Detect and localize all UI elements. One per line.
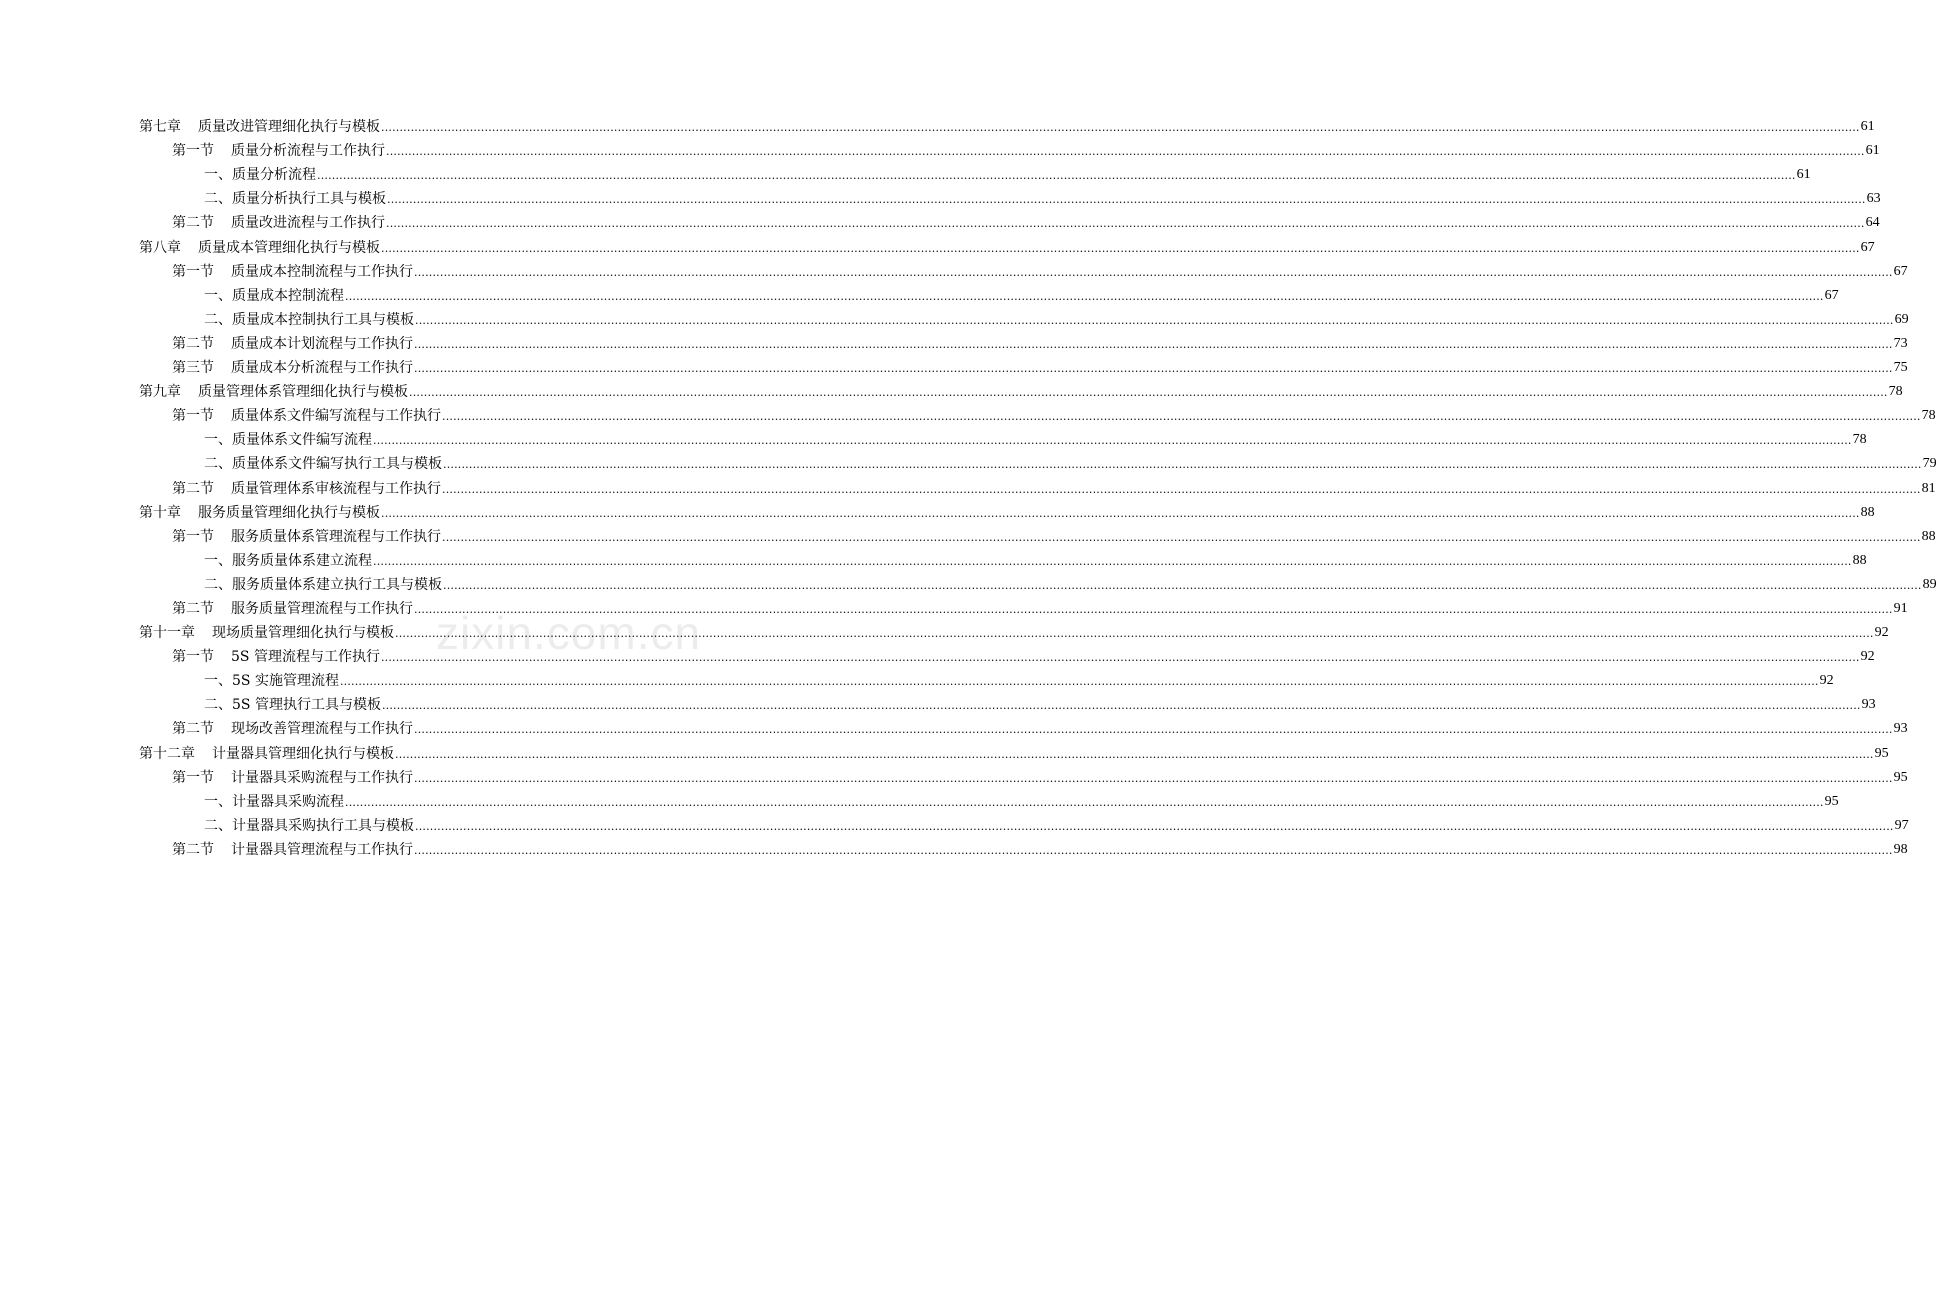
toc-entry-text: 质量成本控制流程与工作执行 [231,263,413,280]
toc-page-number: 97 [1894,817,1909,833]
toc-entry[interactable] [139,523,1936,547]
toc-entry-text: 二、5S 管理执行工具与模板 [204,697,381,714]
toc-entry-text: 质量成本管理细化执行与模板 [198,239,380,256]
toc-entry-title [204,792,344,812]
toc-entry[interactable] [139,595,1908,619]
toc-page-number: 88 [1860,504,1875,520]
toc-entry-text: 计量器具管理细化执行与模板 [212,745,394,762]
toc-dot-leader: ................................................................................................................................................................................................................................................................................................................................................................................................................ [414,362,1893,376]
toc-page-number: 63 [1866,191,1881,207]
toc-entry-number: 第一节 [172,769,214,786]
toc-entry-title [139,382,408,402]
toc-entry-text: 一、计量器具采购流程 [204,793,344,810]
toc-entry-text: 一、质量体系文件编写流程 [204,432,372,449]
toc-entry-text: 一、质量成本控制流程 [204,287,344,304]
toc-dot-leader: ................................................................................................................................................................................................................................................................................................................................................................................................................ [339,675,1819,689]
toc-entry-title [172,768,413,788]
toc-entry[interactable] [139,209,1880,233]
toc-entry[interactable] [139,474,1936,498]
toc-dot-leader: ................................................................................................................................................................................................................................................................................................................................................................................................................ [345,289,1824,303]
toc-dot-leader: ................................................................................................................................................................................................................................................................................................................................................................................................................ [414,602,1893,616]
toc-dot-leader: ................................................................................................................................................................................................................................................................................................................................................................................................................ [442,530,1921,544]
toc-entry-title [172,719,413,739]
toc-page-number: 61 [1865,143,1880,159]
toc-entry[interactable] [139,619,1889,643]
toc-entry-text: 质量成本计划流程与工作执行 [231,335,413,352]
toc-entry-title [172,479,441,499]
toc-entry-number: 第二节 [172,335,214,352]
toc-entry-number: 第二节 [172,600,214,617]
toc-entry-text: 一、服务质量体系建立流程 [204,552,372,569]
toc-page-number: 64 [1865,215,1880,231]
toc-dot-leader: ................................................................................................................................................................................................................................................................................................................................................................................................................ [443,578,1922,592]
toc-entry-text: 一、5S 实施管理流程 [204,673,339,690]
toc-page-number: 88 [1852,552,1867,568]
toc-page-number: 93 [1893,721,1908,737]
toc-entry[interactable] [139,739,1889,763]
toc-dot-leader: ................................................................................................................................................................................................................................................................................................................................................................................................................ [381,699,1861,713]
toc-entry-text: 服务质量管理流程与工作执行 [231,600,413,617]
table-of-contents [139,113,1937,860]
toc-entry[interactable] [139,306,1909,330]
toc-entry-title [139,744,394,764]
toc-page-number: 78 [1888,384,1903,400]
toc-page-number: 67 [1860,239,1875,255]
toc-entry-number: 第一节 [172,263,214,280]
toc-dot-leader: ................................................................................................................................................................................................................................................................................................................................................................................................................ [386,217,1865,231]
toc-entry-number: 第二节 [172,215,214,232]
toc-entry-text: 5S 管理流程与工作执行 [231,649,380,666]
toc-entry-number: 第一节 [172,408,214,425]
toc-entry-text: 质量成本分析流程与工作执行 [231,360,413,377]
toc-dot-leader: ................................................................................................................................................................................................................................................................................................................................................................................................................ [414,723,1893,737]
toc-entry-text: 质量管理体系管理细化执行与模板 [198,384,408,401]
toc-dot-leader: ................................................................................................................................................................................................................................................................................................................................................................................................................ [386,145,1865,159]
toc-dot-leader: ................................................................................................................................................................................................................................................................................................................................................................................................................ [395,627,1874,641]
toc-entry[interactable] [139,282,1839,306]
toc-page-number: 89 [1922,576,1937,592]
toc-page-number: 98 [1893,841,1908,857]
toc-dot-leader: ................................................................................................................................................................................................................................................................................................................................................................................................................ [381,506,1860,520]
toc-dot-leader: ................................................................................................................................................................................................................................................................................................................................................................................................................ [373,554,1852,568]
toc-page-number: 67 [1893,263,1908,279]
toc-dot-leader: ................................................................................................................................................................................................................................................................................................................................................................................................................ [373,434,1852,448]
toc-entry-number: 第三节 [172,360,214,377]
toc-entry-number: 第二节 [172,841,214,858]
toc-entry[interactable] [139,185,1881,209]
toc-dot-leader: ................................................................................................................................................................................................................................................................................................................................................................................................................ [395,747,1874,761]
toc-entry-number: 第七章 [139,119,181,136]
toc-entry-text: 质量管理体系审核流程与工作执行 [231,480,441,497]
toc-dot-leader: ................................................................................................................................................................................................................................................................................................................................................................................................................ [380,651,1860,665]
toc-entry[interactable] [139,402,1936,426]
toc-entry-title [204,551,372,571]
toc-page-number: 81 [1921,480,1936,496]
toc-dot-leader: ................................................................................................................................................................................................................................................................................................................................................................................................................ [381,121,1860,135]
toc-dot-leader: ................................................................................................................................................................................................................................................................................................................................................................................................................ [415,819,1894,833]
toc-dot-leader: ................................................................................................................................................................................................................................................................................................................................................................................................................ [381,241,1860,255]
toc-entry-title [204,695,381,715]
toc-page-number: 95 [1874,745,1889,761]
toc-page-number: 61 [1860,119,1875,135]
toc-page-number: 61 [1796,167,1811,183]
toc-entry-title [172,406,441,426]
toc-entry-title [172,647,380,667]
toc-entry[interactable] [139,330,1908,354]
toc-entry-title [172,141,385,161]
toc-entry-text: 质量体系文件编写流程与工作执行 [231,408,441,425]
toc-entry-text: 服务质量管理细化执行与模板 [198,504,380,521]
toc-entry-title [172,840,413,860]
toc-entry[interactable] [139,450,1937,474]
toc-entry-text: 质量改进管理细化执行与模板 [198,119,380,136]
toc-entry-number: 第二节 [172,721,214,738]
toc-entry-title [139,117,380,137]
toc-page-number: 88 [1921,528,1936,544]
toc-entry-number: 第一节 [172,649,214,666]
toc-entry[interactable] [139,258,1908,282]
toc-entry[interactable] [139,571,1937,595]
toc-entry-title [139,503,380,523]
toc-entry-title [172,599,413,619]
toc-dot-leader: ................................................................................................................................................................................................................................................................................................................................................................................................................ [317,169,1796,183]
toc-page-number: 78 [1852,432,1867,448]
toc-page-number: 92 [1860,649,1875,665]
toc-entry-title [204,454,442,474]
toc-entry-text: 二、质量分析执行工具与模板 [204,191,386,208]
toc-entry[interactable] [139,426,1867,450]
toc-page-number: 73 [1893,335,1908,351]
toc-entry-title [204,310,414,330]
toc-entry-text: 计量器具采购流程与工作执行 [231,769,413,786]
toc-entry-text: 现场质量管理细化执行与模板 [212,625,394,642]
toc-entry-title [172,213,385,233]
toc-entry-number: 第八章 [139,239,181,256]
toc-entry[interactable] [139,378,1903,402]
toc-entry-title [139,238,380,258]
toc-entry[interactable] [139,233,1875,257]
toc-entry-text: 一、质量分析流程 [204,167,316,184]
toc-entry[interactable] [139,764,1908,788]
toc-dot-leader: ................................................................................................................................................................................................................................................................................................................................................................................................................ [442,482,1921,496]
toc-entry-title [204,165,316,185]
toc-entry-text: 质量分析流程与工作执行 [231,143,385,160]
toc-dot-leader: ................................................................................................................................................................................................................................................................................................................................................................................................................ [345,795,1824,809]
watermark: zixin.com.cn [436,607,702,659]
toc-entry[interactable] [139,354,1908,378]
toc-entry-text: 质量改进流程与工作执行 [231,215,385,232]
toc-entry[interactable] [139,788,1839,812]
toc-entry[interactable] [139,137,1880,161]
toc-entry-number: 第十一章 [139,625,195,642]
toc-entry-text: 二、服务质量体系建立执行工具与模板 [204,576,442,593]
toc-entry-title [204,430,372,450]
toc-dot-leader: ................................................................................................................................................................................................................................................................................................................................................................................................................ [387,193,1866,207]
toc-dot-leader: ................................................................................................................................................................................................................................................................................................................................................................................................................ [414,265,1893,279]
toc-entry[interactable] [139,691,1876,715]
toc-page-number: 95 [1893,769,1908,785]
toc-page-number: 78 [1921,408,1936,424]
toc-page-number: 92 [1874,625,1889,641]
toc-entry-number: 第二节 [172,480,214,497]
toc-page-number: 95 [1824,793,1839,809]
toc-dot-leader: ................................................................................................................................................................................................................................................................................................................................................................................................................ [443,458,1922,472]
toc-dot-leader: ................................................................................................................................................................................................................................................................................................................................................................................................................ [415,313,1894,327]
toc-entry-title [204,189,386,209]
toc-page-number: 91 [1893,600,1908,616]
toc-entry-number: 第九章 [139,384,181,401]
toc-entry-text: 计量器具管理流程与工作执行 [231,841,413,858]
toc-dot-leader: ................................................................................................................................................................................................................................................................................................................................................................................................................ [442,410,1921,424]
toc-page-number: 92 [1819,673,1834,689]
toc-entry-text: 服务质量体系管理流程与工作执行 [231,528,441,545]
toc-dot-leader: ................................................................................................................................................................................................................................................................................................................................................................................................................ [414,843,1893,857]
toc-dot-leader: ................................................................................................................................................................................................................................................................................................................................................................................................................ [414,771,1893,785]
toc-entry-number: 第十二章 [139,745,195,762]
toc-entry[interactable] [139,113,1875,137]
toc-page-number: 79 [1922,456,1937,472]
toc-entry[interactable] [139,643,1875,667]
toc-entry-number: 第十章 [139,504,181,521]
toc-dot-leader: ................................................................................................................................................................................................................................................................................................................................................................................................................ [414,337,1893,351]
toc-page-number: 67 [1824,287,1839,303]
toc-entry-text: 二、质量成本控制执行工具与模板 [204,311,414,328]
toc-entry[interactable] [139,812,1909,836]
toc-entry-title [204,816,414,836]
toc-entry-title [204,286,344,306]
toc-entry[interactable] [139,499,1875,523]
toc-entry-number: 第一节 [172,143,214,160]
toc-entry-title [172,358,413,378]
toc-entry-text: 二、计量器具采购执行工具与模板 [204,817,414,834]
toc-entry[interactable] [139,667,1834,691]
toc-page-number: 69 [1894,311,1909,327]
toc-page-number: 93 [1861,697,1876,713]
toc-entry-title [172,262,413,282]
toc-entry-text: 现场改善管理流程与工作执行 [231,721,413,738]
toc-entry[interactable] [139,715,1908,739]
toc-entry-title [172,527,441,547]
toc-entry-number: 第一节 [172,528,214,545]
toc-dot-leader: ................................................................................................................................................................................................................................................................................................................................................................................................................ [409,386,1888,400]
toc-entry-text: 二、质量体系文件编写执行工具与模板 [204,456,442,473]
toc-page-number: 75 [1893,360,1908,376]
toc-entry[interactable] [139,836,1908,860]
toc-entry-title [172,334,413,354]
toc-entry-title [204,575,442,595]
toc-entry[interactable] [139,161,1811,185]
toc-entry-title [204,671,339,691]
toc-entry[interactable] [139,547,1867,571]
toc-entry-title [139,623,394,643]
